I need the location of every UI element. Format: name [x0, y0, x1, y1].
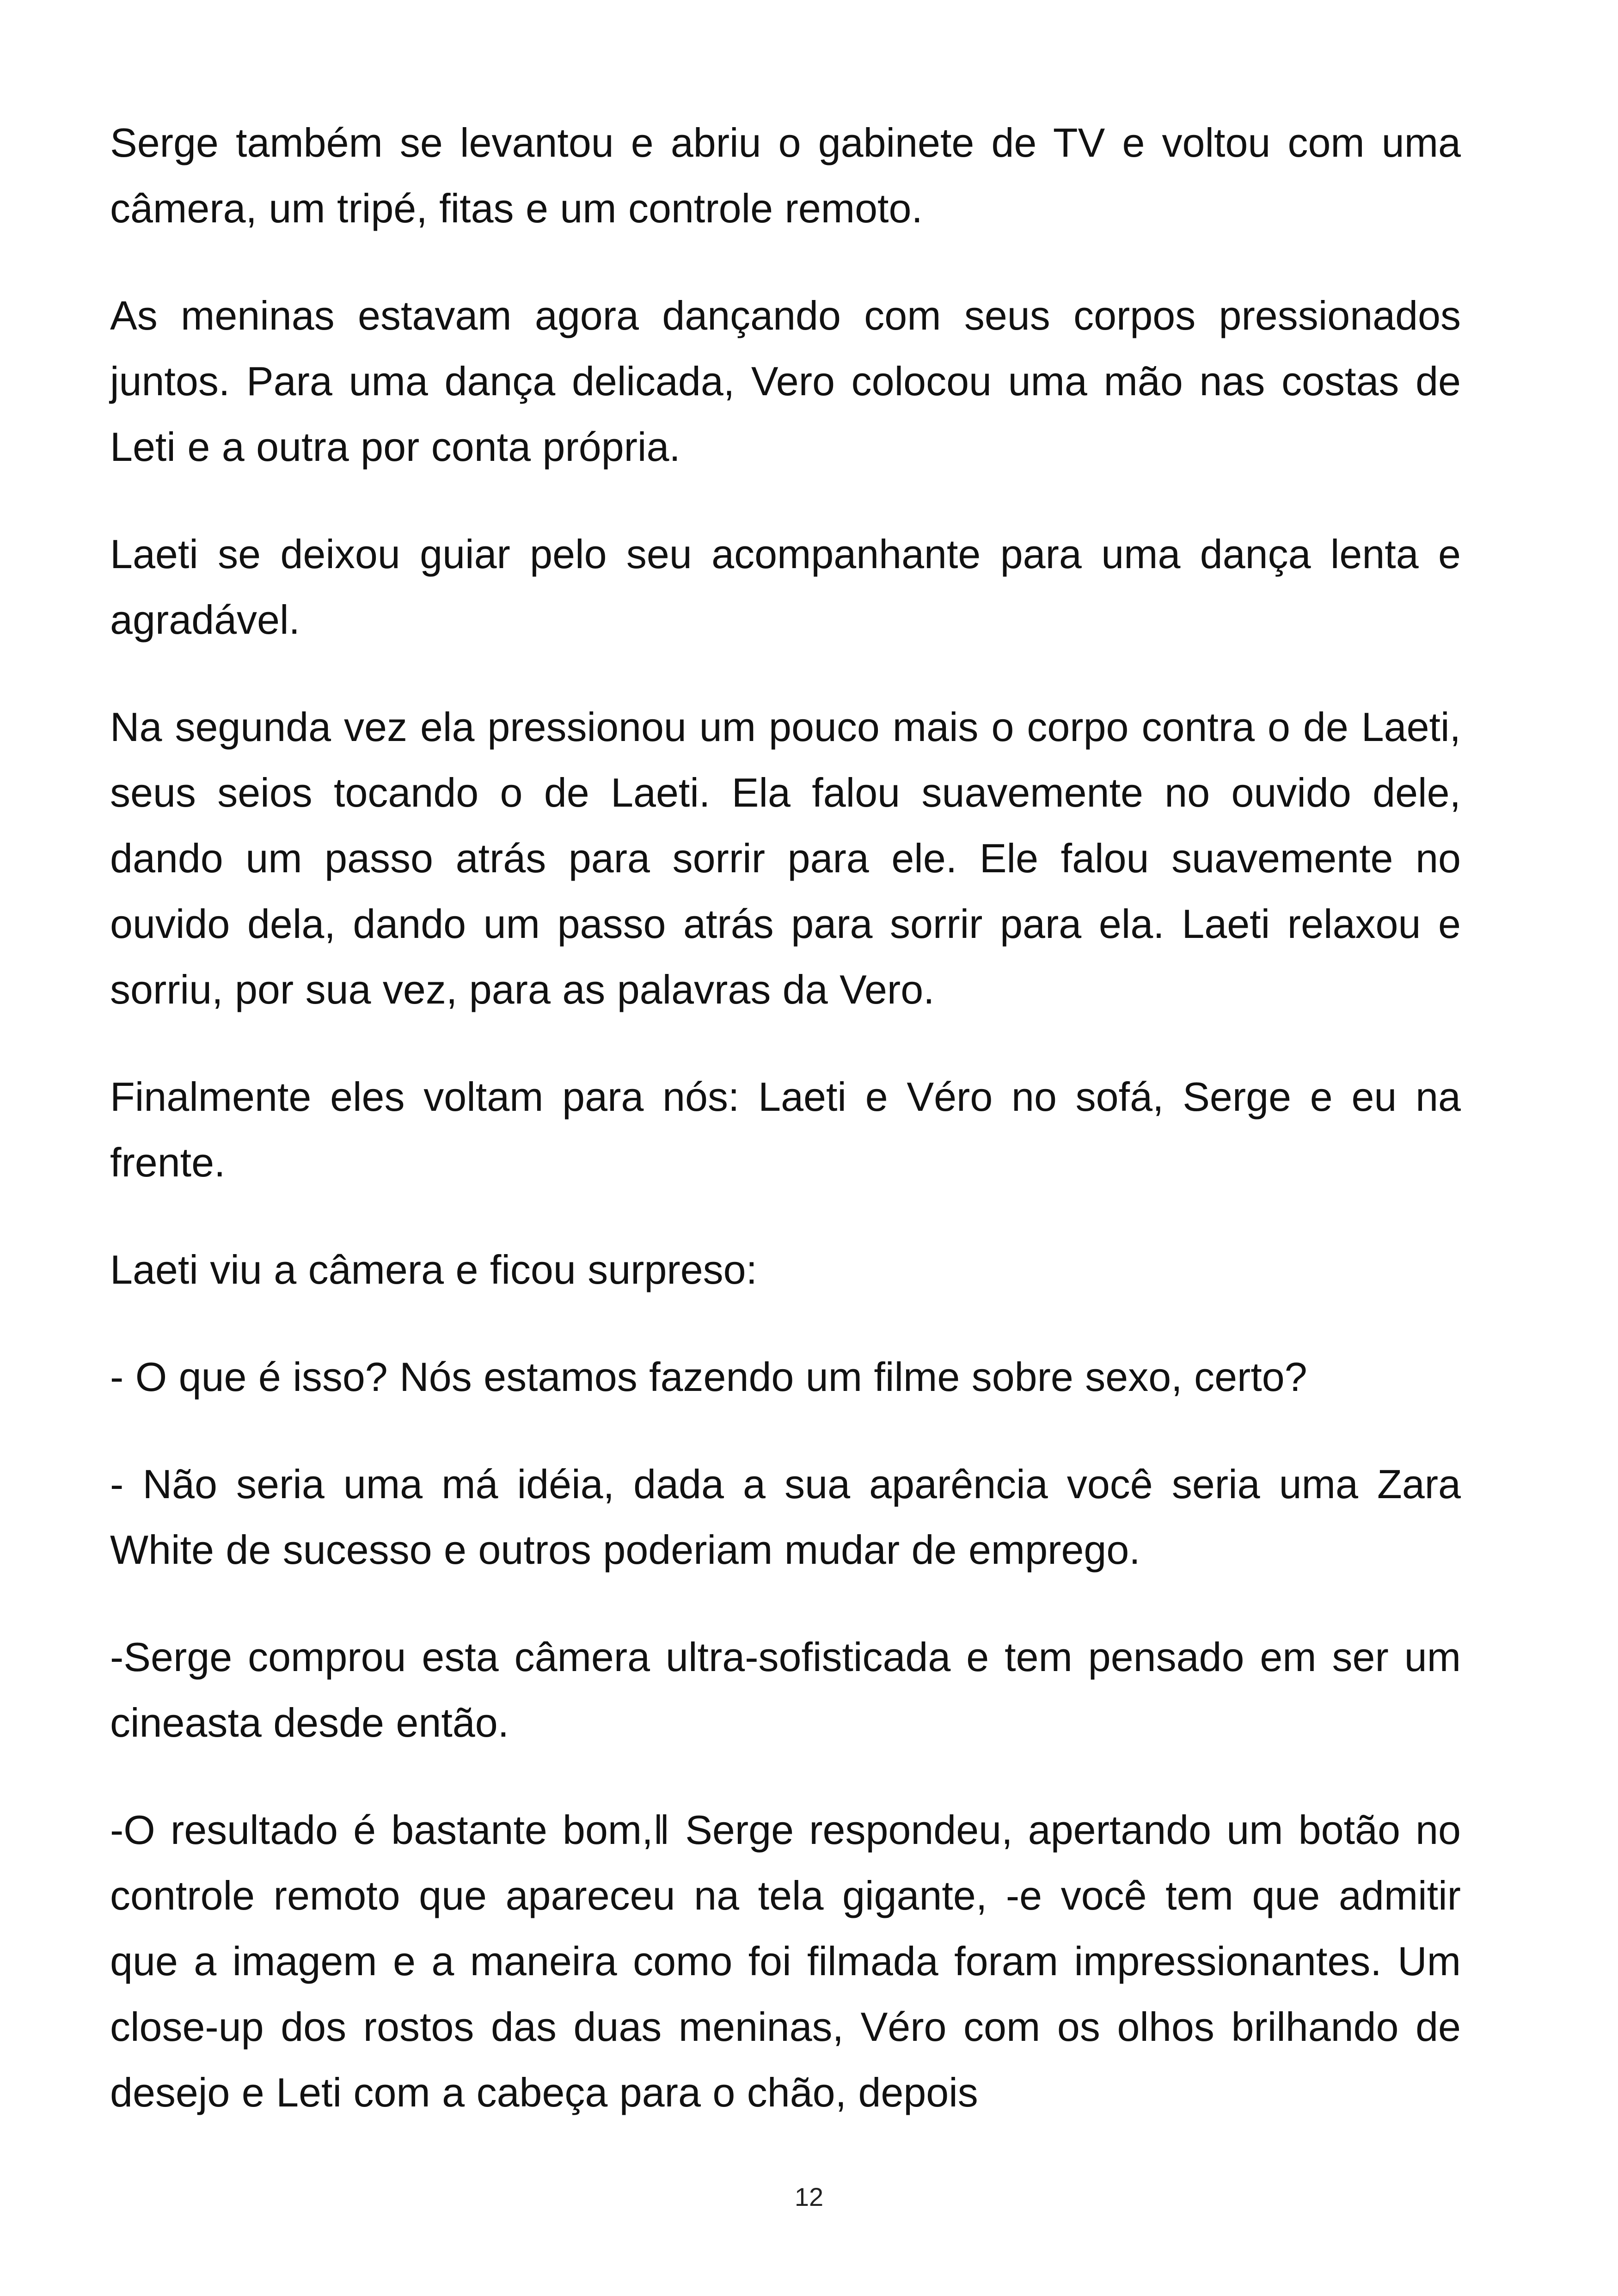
paragraph: -Serge comprou esta câmera ultra-sofisticada e tem pensado em ser um cineasta desde então. — [110, 1634, 1461, 1745]
paragraph: Finalmente eles voltam para nós: Laeti e Véro no sofá, Serge e eu na frente. — [110, 1074, 1461, 1185]
page-number: 12 — [794, 2182, 824, 2211]
paragraph: Na segunda vez ela pressionou um pouco mais o corpo contra o de Laeti, seus seios tocando o de Laeti. Ela falou suavemente no ouvido dele, dando um passo atrás para sorrir para ele. Ele falou suavemente no ouvido dela, dando um passo atrás para sorrir para ela. Laeti relaxou e sorriu, por sua vez, para as palavras da Vero. — [110, 704, 1461, 1012]
paragraph: Laeti viu a câmera e ficou surpreso: — [110, 1247, 758, 1292]
paragraph: -O resultado é bastante bom,‖ Serge respondeu, apertando um botão no controle remoto que apareceu na tela gigante, -e você tem que admitir que a imagem e a maneira como foi filmada foram impressionantes. Um close-up dos rostos das duas meninas, Véro com os olhos brilhando de desejo e Leti com a cabeça para o chão, depois — [110, 1807, 1461, 2115]
paragraph: As meninas estavam agora dançando com seus corpos pressionados juntos. Para uma dança delicada, Vero colocou uma mão nas costas de Leti e a outra por conta própria. — [110, 293, 1461, 470]
paragraph: Serge também se levantou e abriu o gabinete de TV e voltou com uma câmera, um tripé, fitas e um controle remoto. — [110, 120, 1461, 231]
page-body — [110, 110, 1461, 2144]
paragraph: Laeti se deixou guiar pelo seu acompanhante para uma dança lenta e agradável. — [110, 531, 1461, 643]
paragraph: - O que é isso? Nós estamos fazendo um filme sobre sexo, certo? — [110, 1354, 1307, 1400]
paragraph: - Não seria uma má idéia, dada a sua aparência você seria uma Zara White de sucesso e outros poderiam mudar de emprego. — [110, 1461, 1461, 1573]
